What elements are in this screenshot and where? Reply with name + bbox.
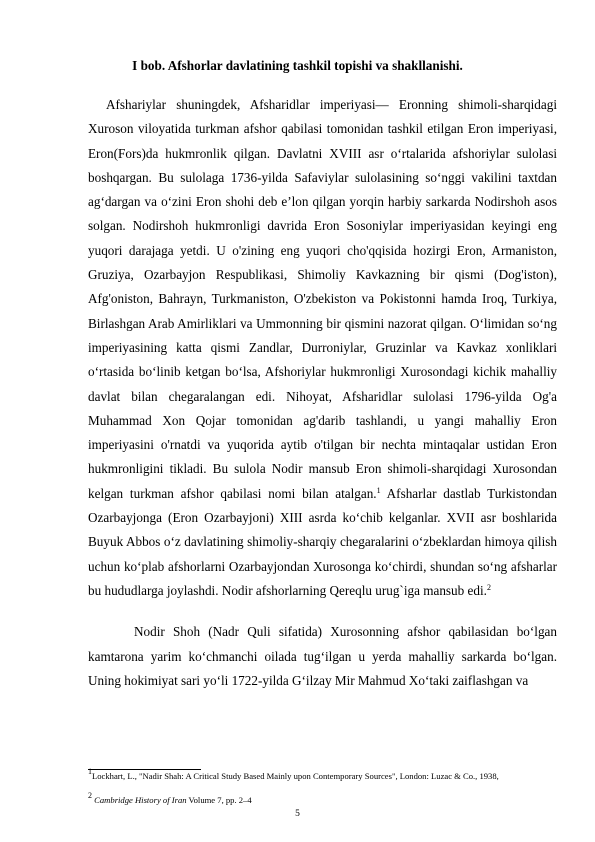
footnote-separator bbox=[88, 769, 201, 770]
footnote-2-rest: Volume 7, pp. 2–4 bbox=[186, 795, 252, 805]
footnote-1-mark: 1 bbox=[88, 767, 92, 776]
page-number: 5 bbox=[295, 809, 300, 819]
footnote-2 bbox=[88, 791, 558, 806]
body-text bbox=[88, 93, 557, 693]
footnote-2-title: Cambridge History of Iran bbox=[94, 795, 187, 805]
chapter-heading: I bob. Afshorlar davlatining tashkil topishi va shakllanishi. bbox=[132, 58, 463, 73]
footnote-ref-1[interactable]: 1 bbox=[376, 485, 381, 495]
paragraph-1-part-1: Afshariylar shuningdek, Afsharidlar imperiyasi— Eronning shimoli-sharqidagi Xuroson viloyatida turkman afshor qabilasi tomonidan tashkil etilgan Eron imperiyasi, Eron(Fors)da hukmronlik qilgan. Davlatni XVIII asr o‘rtalarida afshoriylar sulolasi boshqargan. Bu sulolaga 1736-yilda Safaviylar sulolasining so‘nggi vakilini taxtdan ag‘dargan va o‘zini Eron shohi deb e’lon qilgan yorqin harbiy sarkarda Nodirshoh asos solgan. Nodirshoh hukmronligi davrida Eron Sosoniylar imperiyasidan keyingi eng yuqori darajaga yetdi. U o'zining eng yuqori cho'qqisida hozirgi Eron, Armaniston, Gruziya, Ozarbayjon Respublikasi, Shimoliy Kavkazning bir qismi (Dog'iston), Afg'oniston, Bahrayn, Turkmaniston, O'zbekiston va Pokistonni hamda Iroq, Turkiya, Birlashgan Arab Amirliklari va Ummonning bir qismini nazorat qilgan. O‘limidan so‘ng imperiyasining katta qismi Zandlar, Durroniylar, Gruzinlar va Kavkaz xonliklari o‘rtasida bo‘linib ketgan bo‘lsa, Afshoriylar hukmronligi Xurosondagi kichik mahalliy davlat bilan chegaralangan edi. Nihoyat, Afsharidlar sulolasi 1796-yilda Og'a Muhammad Xon Qojar tomonidan ag'darib tashlandi, u yangi mahalliy Eron imperiyasini o'rnatdi va yuqorida aytib o'tilgan bir nechta mintaqalar ustidan Eron hukmronligini tikladi. Bu sulola Nodir mansub Eron shimoli-sharqidagi Xurosondan kelgan turkman afshor qabilasi nomi bilan atalgan. bbox=[88, 97, 557, 501]
footnote-2-mark: 2 bbox=[88, 791, 92, 800]
paragraph-1 bbox=[88, 93, 557, 603]
footnote-1-text: Lockhart, L., "Nadir Shah: A Critical Study Based Mainly upon Contemporary Sources", London: Luzac & Co., 1938, bbox=[92, 771, 499, 781]
footnote-ref-2[interactable]: 2 bbox=[486, 582, 491, 592]
footnote-1 bbox=[88, 767, 558, 782]
paragraph-1-part-2: Afsharlar dastlab Turkistondan Ozarbayjonga (Eron Ozarbayjoni) XIII asrda ko‘chib kelganlar. XVII asr boshlarida Buyuk Abbos o‘z davlatining shimoliy-sharqiy chegaralarini o‘zbeklardan himoya qilish uchun ko‘plab afshorlarni Ozarbayjondan Xurosonga ko‘chirdi, shundan so‘ng afsharlar bu hududlarga joylashdi. Nodir afshorlarning Qereqlu urug`iga mansub edi. bbox=[88, 485, 557, 598]
paragraph-2: Nodir Shoh (Nadr Quli sifatida) Xurosonning afshor qabilasidan bo‘lgan kamtarona yarim ko‘chmanchi oilada tug‘ilgan u yerda mahalliy sarkarda bo‘lgan. Uning hokimiyat sari yo‘li 1722-yilda G‘ilzay Mir Mahmud Xo‘taki zaiflashgan va bbox=[88, 624, 557, 688]
